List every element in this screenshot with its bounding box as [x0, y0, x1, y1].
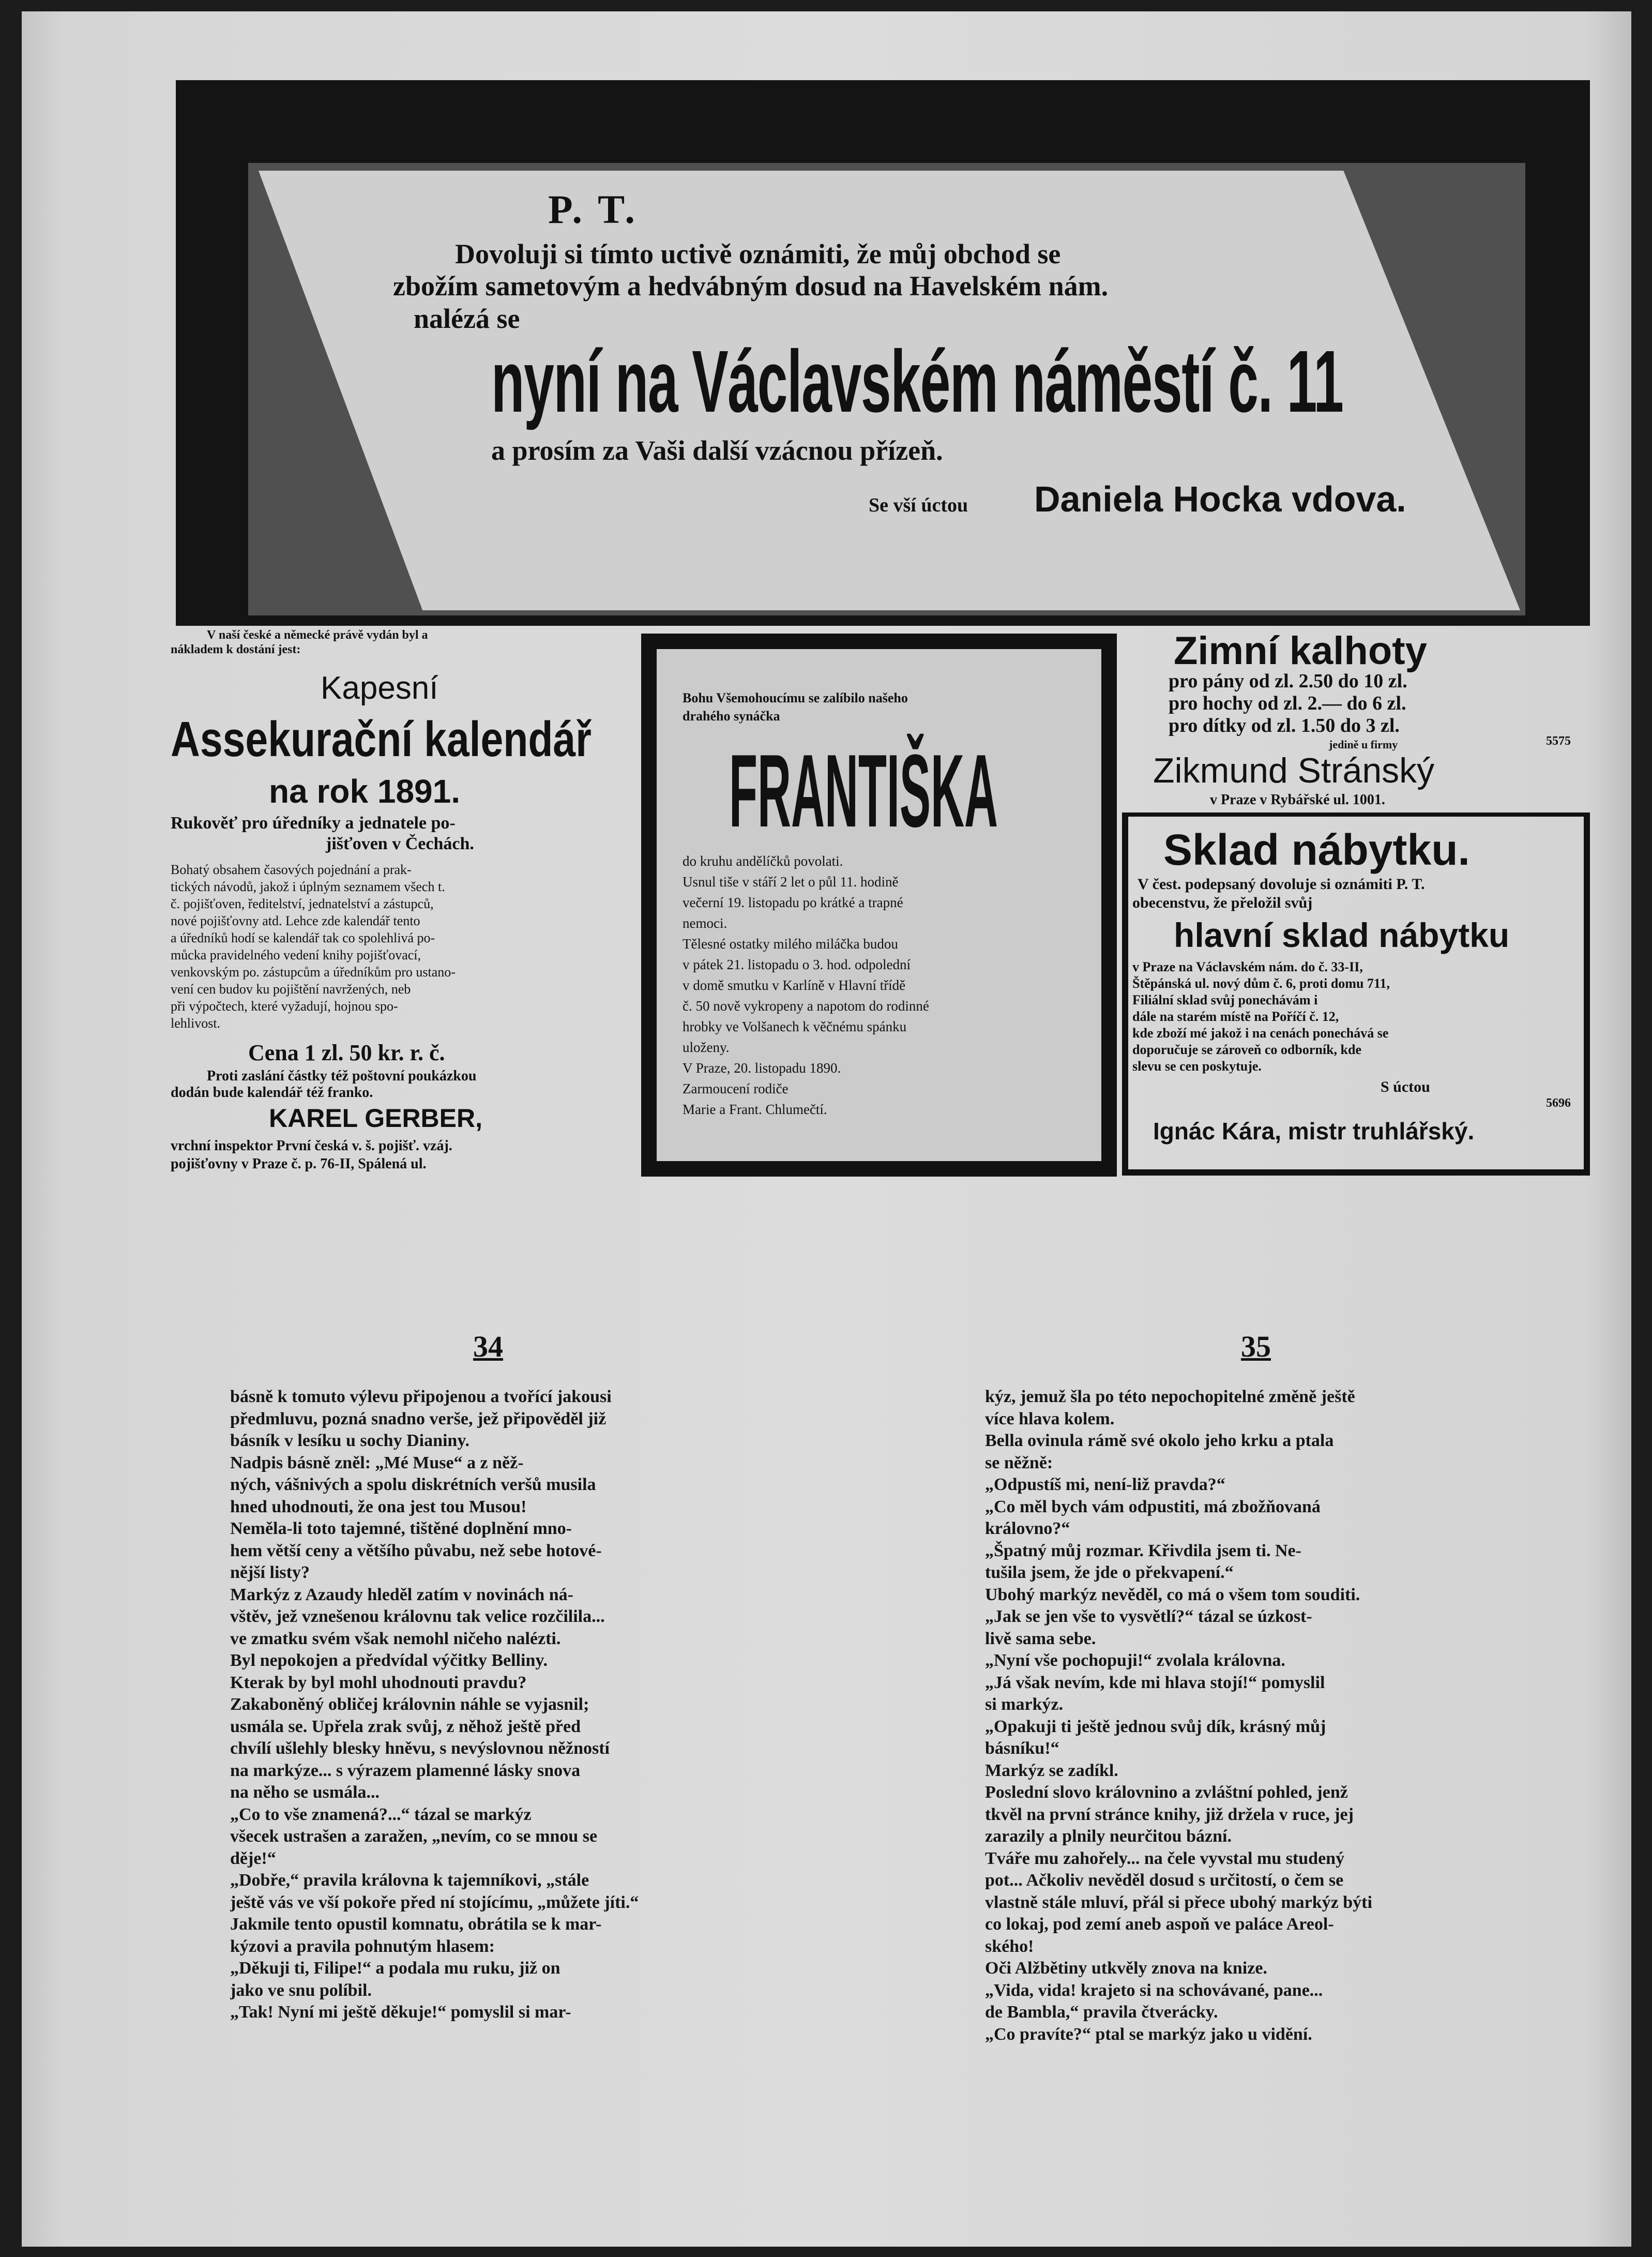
calendar-ad-body-line: venkovským po. zástupcům a úředníkům pro ustano-: [171, 965, 456, 980]
furniture-line-1: V čest. podepsaný dovoluje si oznámiti P. T.: [1138, 876, 1425, 893]
frame-right: [1584, 817, 1590, 1173]
article-left-line: hned uhodnouti, že ona jest tou Musou!: [230, 1497, 527, 1516]
ad-foot-2: pojišťovny v Praze č. p. 76-II, Spálená ul.: [171, 1156, 427, 1172]
obituary-body-line: uloženy.: [683, 1040, 730, 1055]
ad-intro-1: V naší české a německé právě vydán byl a: [207, 628, 428, 642]
obituary-body-line: V Praze, 20. listopadu 1890.: [683, 1060, 841, 1076]
furniture-line-8: doporučuje se zároveň co odborník, kde: [1132, 1042, 1361, 1057]
furniture-line-6: dále na starém místě na Poříčí č. 12,: [1132, 1009, 1339, 1024]
article-left-line: „Co to vše znamená?...“ tázal se markýz: [230, 1804, 532, 1824]
article-left-line: usmála se. Upřela zrak svůj, z něhož ještě před: [230, 1717, 581, 1736]
article-right-line: kýz, jemuž šla po této nepochopitelné změně ještě: [985, 1387, 1355, 1406]
article-left-line: Nadpis básně zněl: „Mé Muse“ a z něž-: [230, 1453, 524, 1472]
article-right-line: Oči Alžbětiny utkvěly znova na knize.: [985, 1959, 1267, 1978]
trousers-line-2: pro hochy od zl. 2.— do 6 zl.: [1169, 693, 1406, 714]
ad-note-2: dodán bude kalendář též franko.: [171, 1085, 373, 1101]
article-right-line: ského!: [985, 1936, 1034, 1956]
article-right-line: se něžně:: [985, 1453, 1053, 1472]
article-left-line: Byl nepokojen a předvídal výčitky Belliny.: [230, 1651, 548, 1670]
article-right-line: Bella ovinula rámě své okolo jeho krku a ptala: [985, 1431, 1334, 1450]
article-right-line: vlastně stále mluví, přál si přece ubohý markýz býti: [985, 1892, 1372, 1912]
furniture-line-5: Filiální sklad svůj ponechávám i: [1132, 992, 1318, 1007]
article-right-line: pot... Ačkoliv nevěděl dosud s určitostí, o čem se: [985, 1871, 1344, 1890]
article-right-line: co lokaj, pod zemí aneb aspoň ve paláce Areol-: [985, 1915, 1334, 1934]
article-left-line: všecek ustrašen a zaražen, „nevím, co se mnou se: [230, 1827, 598, 1846]
ad-title-1: Kapesní: [321, 670, 438, 706]
furniture-title: Sklad nábytku.: [1163, 825, 1470, 874]
calendar-ad-body-line: a úředníků hodí se kalendář tak co spolehlivá po-: [171, 930, 435, 945]
calendar-ad-body-line: nové pojišťovny atd. Lehce zde kalendář tento: [171, 913, 420, 928]
article-left-line: ných, vášnivých a spolu diskrétních veršů musila: [230, 1475, 596, 1494]
ad-note-1: Proti zaslání částky též poštovní poukázkou: [207, 1068, 477, 1084]
furniture-main: hlavní sklad nábytku: [1174, 916, 1510, 954]
article-right-line: tkvěl na první stránce knihy, již držela v ruce, jej: [985, 1804, 1354, 1824]
calendar-ad-body-line: Bohatý obsahem časových pojednání a prak-: [171, 862, 412, 877]
article-right-line: královno?“: [985, 1519, 1070, 1538]
obituary-body-line: hrobky ve Volšanech k věčnému spánku: [683, 1019, 907, 1034]
article-right-line: Ubohý markýz nevěděl, co má o všem tom souditi.: [985, 1585, 1360, 1604]
obit-body: [683, 851, 1075, 1120]
article-left-line: Kterak by byl mohl uhodnouti pravdu?: [230, 1673, 527, 1692]
article-left-line: vštěv, jež vznešenou královnu tak velice rozčilila...: [230, 1607, 605, 1626]
calendar-ad-body-line: při výpočtech, které vyžadují, hojnou spo-: [171, 999, 398, 1014]
ad-foot-1: vrchní inspektor První česká v. š. pojišť. vzáj.: [171, 1138, 452, 1154]
banner-line-3: nalézá se: [414, 303, 520, 334]
article-left-line: „Dobře,“ pravila královna k tajemníkovi, „stále: [230, 1871, 589, 1890]
article-right-line: více hlava kolem.: [985, 1409, 1115, 1428]
article-left-line: hem větší ceny a většího půvabu, než sebe hotové-: [230, 1541, 602, 1560]
banner-heading: P. T.: [548, 187, 638, 232]
obituary-notice: [641, 634, 1117, 1177]
article-right-line: Poslední slovo královnino a zvláštní pohled, jenž: [985, 1783, 1348, 1802]
article-right-line: „Vida, vida! krajeto si na schovávané, pane...: [985, 1980, 1323, 2000]
banner-line-1: Dovoluji si tímto uctivě oznámiti, že můj obchod se: [455, 238, 1061, 269]
article-right-line: „Co pravíte?“ ptal se markýz jako u vidění.: [985, 2024, 1312, 2044]
article-left-line: kýzovi a pravila pohnutým hlasem:: [230, 1936, 495, 1956]
article-left-line: Neměla-li toto tajemné, tištěné doplnění mno-: [230, 1519, 572, 1538]
article-right-line: si markýz.: [985, 1695, 1064, 1714]
article-column-left: [230, 1386, 770, 2024]
scan-border-top: [0, 0, 1652, 11]
obit-intro-1: Bohu Všemohoucímu se zalíbilo našeho: [683, 690, 908, 705]
obituary-body-line: Marie a Frant. Chlumečtí.: [683, 1102, 827, 1117]
calendar-ad-body-line: č. pojišťoven, ředitelství, jednatelství a zástupců,: [171, 896, 434, 911]
scan-border-left: [0, 0, 22, 2257]
divider-rule: [1122, 812, 1590, 817]
trousers-address: v Praze v Rybářské ul. 1001.: [1210, 792, 1385, 808]
article-left-line: předmluvu, pozná snadno verše, jež připověděl již: [230, 1409, 607, 1428]
article-right-line: Tváře mu zahořely... na čele vyvstal mu studený: [985, 1848, 1345, 1868]
ad-publisher: KAREL GERBER,: [269, 1104, 483, 1133]
ad-sub-2: jišťoven v Čechách.: [326, 834, 474, 853]
furniture-line-2: obecenstvu, že přeložil svůj: [1132, 894, 1313, 911]
furniture-line-3: v Praze na Václavském nám. do č. 33-II,: [1132, 959, 1363, 974]
article-right-line: livě sama sebe.: [985, 1629, 1096, 1648]
ad-intro-2: nákladem k dostání jest:: [171, 643, 301, 656]
banner-line-5: a prosím za Vaši další vzácnou přízeň.: [491, 435, 943, 466]
obituary-body-line: Usnul tiše v stáří 2 let o půl 11. hodině: [683, 874, 899, 890]
article-left-line: na něho se usmála...: [230, 1783, 380, 1802]
banner-main-address: nyní na Václavském náměstí č. 11: [491, 333, 1343, 431]
trousers-only: jedině u firmy: [1329, 738, 1398, 751]
banner-greeting: Se vší úctou: [869, 494, 968, 516]
article-right-line: „Já však nevím, kde mi hlava stojí!“ pomyslil: [985, 1673, 1325, 1692]
article-left-line: Markýz z Azaudy hleděl zatím v novinách ná-: [230, 1585, 573, 1604]
obituary-body-line: č. 50 nově vykropeny a napotom do rodinné: [683, 998, 929, 1014]
obituary-body-line: Tělesné ostatky milého miláčka budou: [683, 936, 898, 952]
article-left-line: básně k tomuto výlevu připojenou a tvořící jakousi: [230, 1387, 612, 1406]
article-right-line: „Špatný můj rozmar. Křivdila jsem ti. Ne-: [985, 1541, 1301, 1560]
article-right-line: „Odpustíš mi, není-liž pravda?“: [985, 1475, 1225, 1494]
page-number-right: 35: [1241, 1330, 1271, 1363]
article-right-line: „Jak se jen vše to vysvětlí?“ tázal se úzkost-: [985, 1607, 1312, 1626]
furniture-line-9: slevu se cen poskytuje.: [1132, 1059, 1262, 1074]
obit-name: FRANTIŠKA: [729, 733, 998, 849]
calendar-ad-body-line: tických návodů, jakož i úplným seznamem všech t.: [171, 879, 445, 894]
obituary-body-line: večerní 19. listopadu po krátké a trapné: [683, 895, 903, 910]
banner-line-2: zbožím sametovým a hedvábným dosud na Havelském nám.: [393, 270, 1109, 302]
article-right-line: zarazily a plnily neurčitou bázní.: [985, 1827, 1232, 1846]
calendar-ad-body-line: lehlivost.: [171, 1016, 221, 1031]
article-left-line: „Tak! Nyní mi ještě děkuje!“ pomyslil si mar-: [230, 2003, 571, 2022]
article-left-line: „Děkuji ti, Filipe!“ a podala mu ruku, již on: [230, 1959, 560, 1978]
article-right-line: básníku!“: [985, 1739, 1059, 1758]
trousers-line-3: pro dítky od zl. 1.50 do 3 zl.: [1169, 715, 1400, 736]
furniture-line-7: kde zboží mé jakož i na cenách ponechává se: [1132, 1026, 1389, 1041]
calendar-ad-body-line: vení cen budov ku pojištění navržených, neb: [171, 982, 411, 997]
article-left-line: chvílí ušlehly blesky hněvu, s nevýslovnou něžností: [230, 1739, 610, 1758]
trousers-line-1: pro pány od zl. 2.50 do 10 zl.: [1169, 670, 1407, 692]
obit-intro-2: drahého synáčka: [683, 709, 780, 724]
obituary-body-line: Zarmoucení rodiče: [683, 1081, 789, 1096]
furniture-code: 5696: [1546, 1096, 1571, 1110]
article-right-line: „Nyní vše pochopuji!“ zvolala královna.: [985, 1651, 1285, 1670]
trousers-code: 5575: [1546, 734, 1571, 748]
furniture-regards: S úctou: [1381, 1078, 1430, 1095]
trousers-title: Zimní kalhoty: [1174, 629, 1427, 673]
obituary-body-line: v domě smutku v Karlíně v Hlavní třídě: [683, 977, 906, 993]
calendar-advertisement: [171, 628, 636, 1182]
page-number-left: 34: [473, 1330, 503, 1363]
article-left-line: básník v lesíku u sochy Dianiny.: [230, 1431, 469, 1450]
article-left-line: jako ve snu políbil.: [230, 1980, 372, 2000]
article-left-line: nější listy?: [230, 1563, 310, 1582]
ad-body: [171, 861, 636, 1032]
article-column-right: [985, 1386, 1525, 2045]
ad-price: Cena 1 zl. 50 kr. r. č.: [248, 1040, 445, 1065]
right-advertisements: [1122, 628, 1590, 1177]
article-right-line: „Opakuji ti ještě jednou svůj dík, krásný můj: [985, 1717, 1326, 1736]
furniture-signature: Ignác Kára, mistr truhlářský.: [1153, 1118, 1475, 1145]
obituary-body-line: nemoci.: [683, 915, 728, 931]
article-left-line: Jakmile tento opustil komnatu, obrátila se k mar-: [230, 1915, 602, 1934]
article-left-line: na markýze... s výrazem plamenné lásky snova: [230, 1761, 581, 1780]
frame-left: [1122, 817, 1128, 1173]
obituary-body-line: v pátek 21. listopadu o 3. hod. odpolední: [683, 957, 911, 972]
scan-border-bottom: [0, 2247, 1652, 2257]
ad-year: na rok 1891.: [269, 773, 460, 810]
article-left-line: ještě vás ve vší pokoře před ní stojícímu, „můžete jíti.“: [230, 1892, 639, 1912]
frame-bottom: [1122, 1169, 1590, 1176]
banner-signature: Daniela Hocka vdova.: [1034, 479, 1406, 519]
article-right-line: Markýz se zadíkl.: [985, 1761, 1118, 1780]
article-right-line: tušila jsem, že jde o překvapení.“: [985, 1563, 1234, 1582]
obituary-body-line: do kruhu andělíčků povolati.: [683, 853, 843, 869]
article-right-line: „Co měl bych vám odpustiti, má zbožňovaná: [985, 1497, 1321, 1516]
ad-title-2: Assekurační kalendář: [171, 712, 592, 767]
calendar-ad-body-line: můcka pravidelného vedení knihy pojišťovací,: [171, 947, 421, 962]
furniture-line-4: Štěpánská ul. nový dům č. 6, proti domu 711,: [1132, 976, 1390, 991]
ad-sub-1: Rukověť pro úředníky a jednatele po-: [171, 814, 456, 833]
article-right-line: de Bambla,“ pravila čtverácky.: [985, 2003, 1218, 2022]
scan-border-right: [1631, 0, 1652, 2257]
trousers-firm: Zikmund Stránský: [1153, 751, 1435, 790]
article-left-line: ve zmatku svém však nemohl ničeho nalézti.: [230, 1629, 561, 1648]
article-left-line: děje!“: [230, 1848, 276, 1868]
article-left-line: Zakaboněný obličej královnin náhle se vyjasnil;: [230, 1695, 589, 1714]
